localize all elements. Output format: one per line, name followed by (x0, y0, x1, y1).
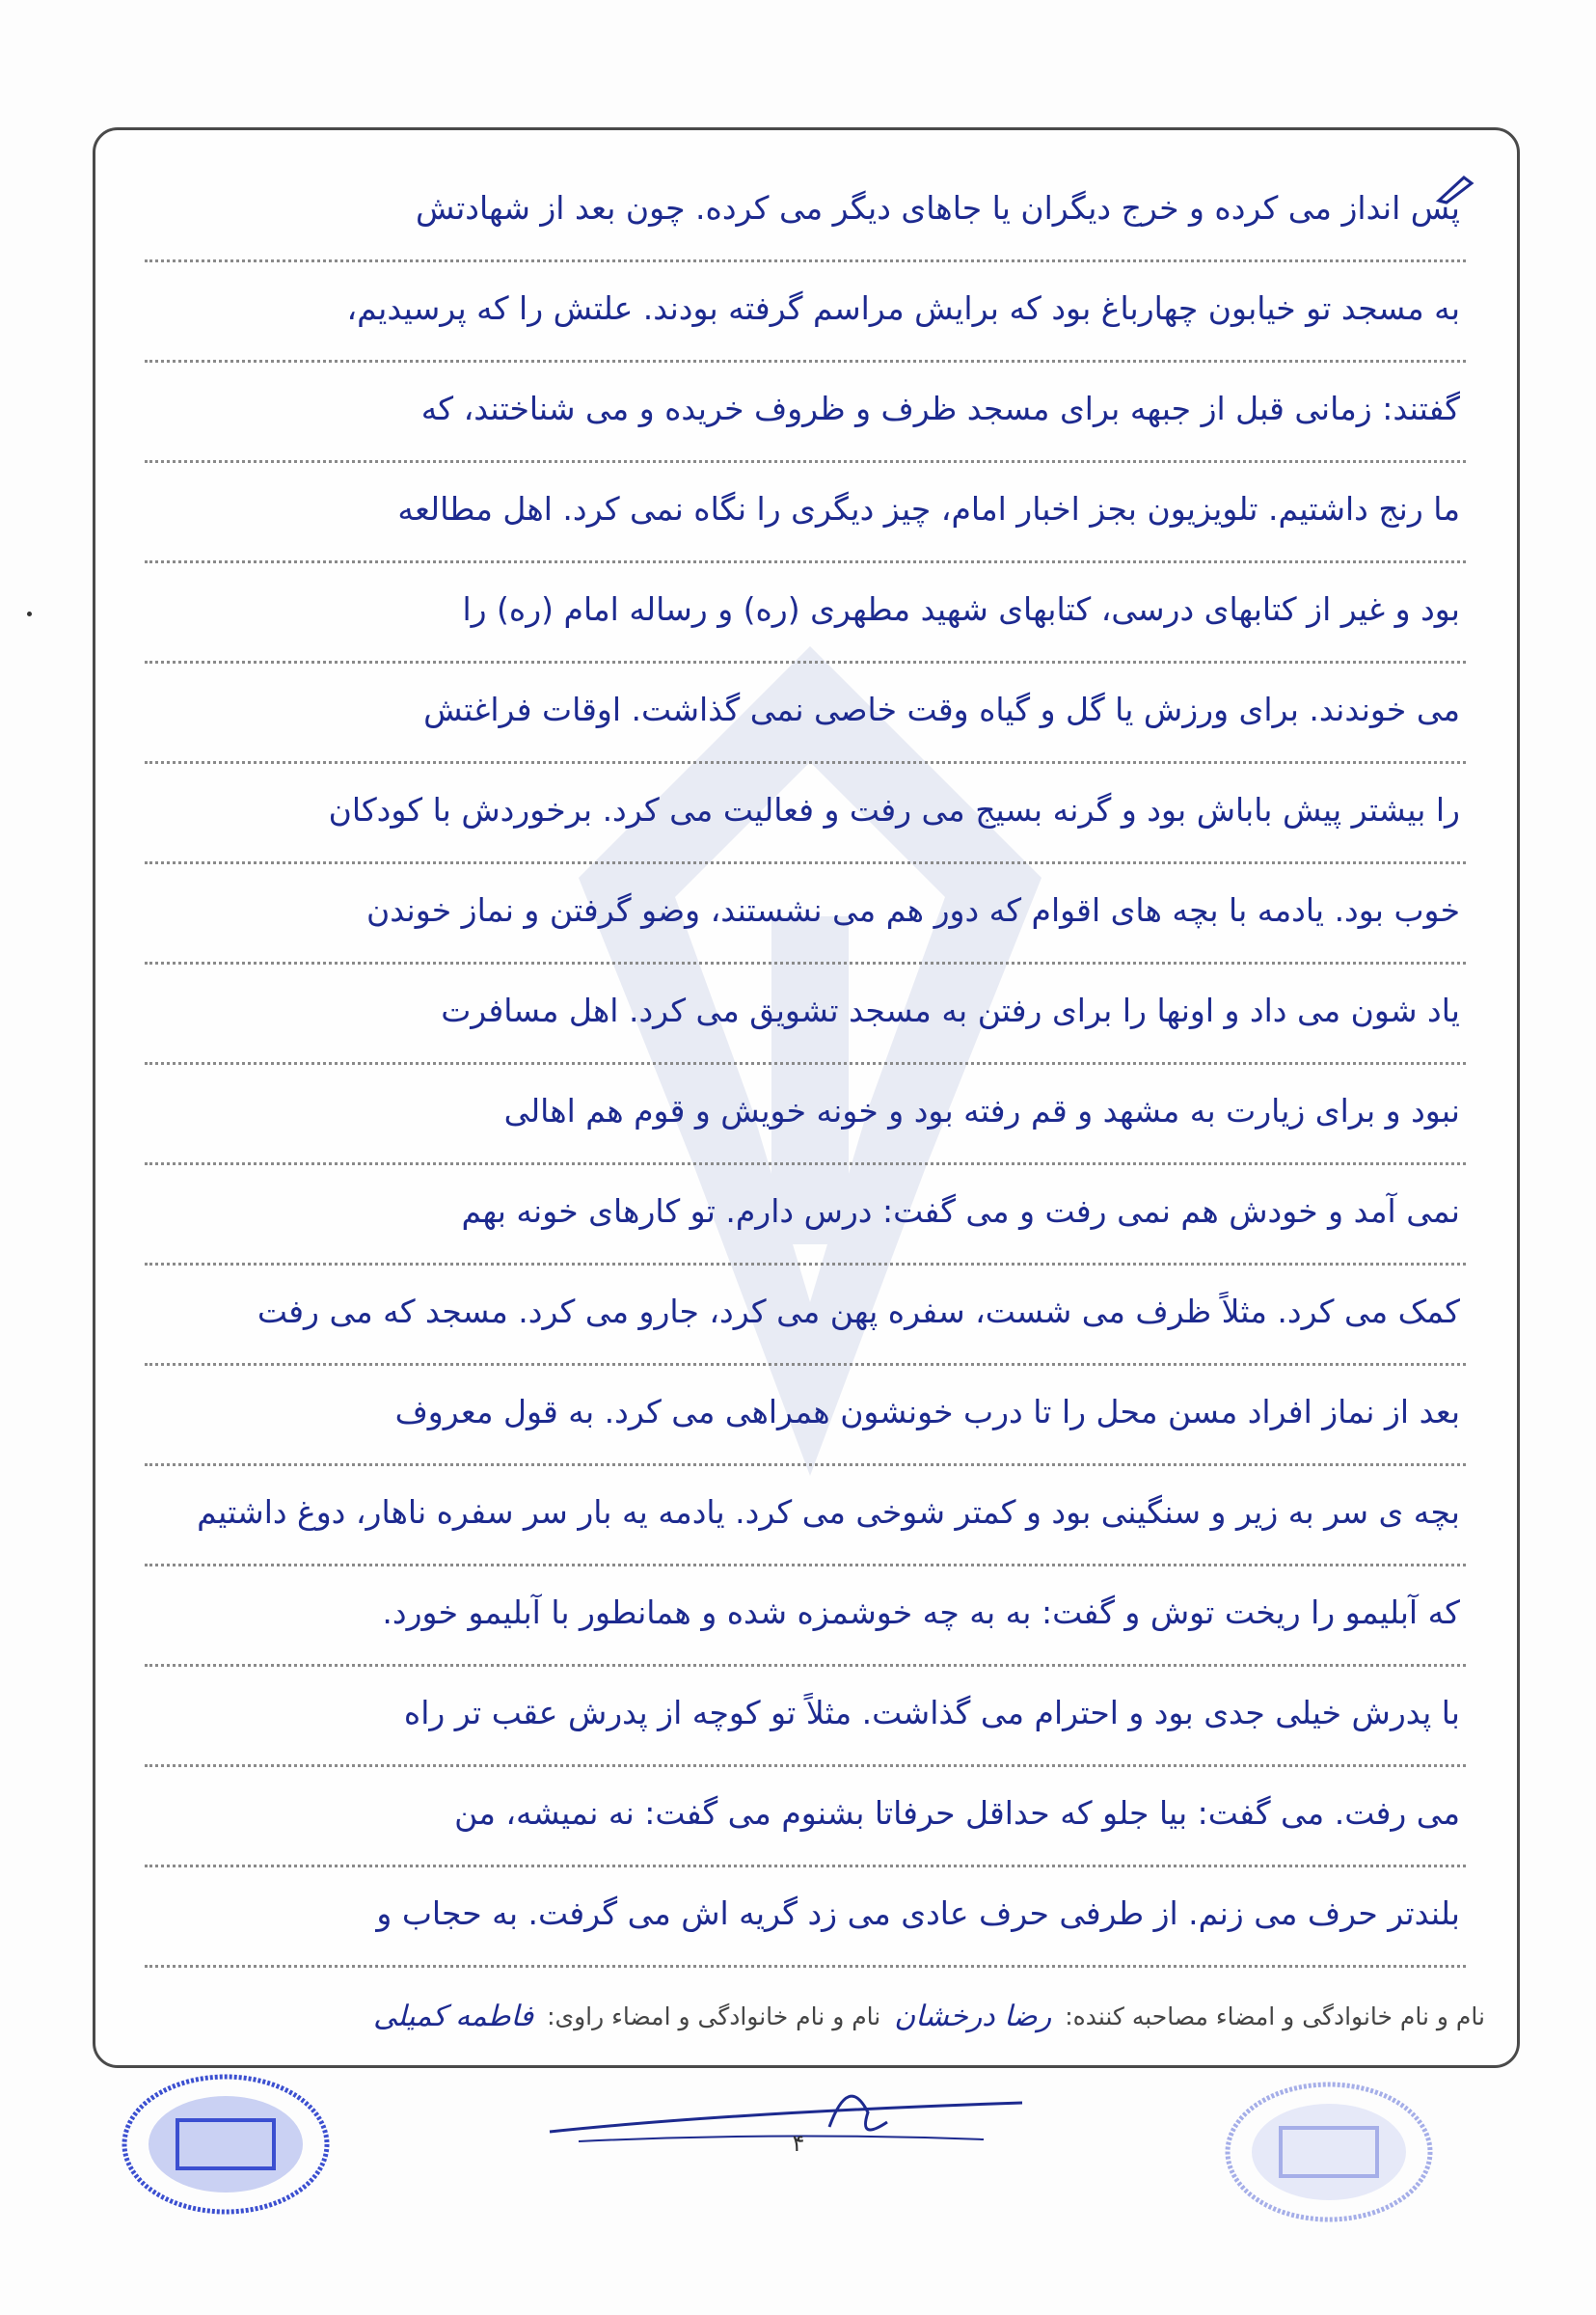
text-line: بلندتر حرف می زنم. از طرفی حرف عادی می زد گریه اش می گرفت. به حجاب و (145, 1867, 1466, 1968)
narrator-signature: فاطمه کمیلی (373, 1999, 534, 2033)
text-line: گفتند: زمانی قبل از جبهه برای مسجد ظرف و ظروف خریده و می شناختند، که (145, 363, 1466, 463)
signature-footer (125, 1987, 1485, 2045)
text-line: بعد از نماز افراد مسن محل را تا درب خونشون همراهی می کرد. به قول معروف (145, 1366, 1466, 1466)
narrator-label: نام و نام خانوادگی و امضاء راوی: (547, 2002, 881, 2030)
text-line: نمی آمد و خودش هم نمی رفت و می گفت: درس دارم. تو کارهای خونه بهم (145, 1165, 1466, 1266)
interviewer-label: نام و نام خانوادگی و امضاء مصاحبه کننده: (1065, 2002, 1485, 2030)
text-line: به مسجد تو خیابون چهارباغ بود که برایش مراسم گرفته بودند. علتش را که پرسیدیم، (145, 262, 1466, 363)
page-number: ۴ (792, 2130, 805, 2157)
stamp-seal-left (120, 2072, 332, 2217)
text-line: بچه ی سر به زیر و سنگینی بود و کمتر شوخی می کرد. یادمه یه بار سر سفره ناهار، دوغ داشتیم (145, 1466, 1466, 1566)
stray-mark (27, 612, 32, 616)
text-line: را بیشتر پیش باباش بود و گرنه بسیج می رفت و فعالیت می کرد. برخوردش با کودکان (145, 764, 1466, 864)
text-line: بود و غیر از کتابهای درسی، کتابهای شهید مطهری (ره) و رساله امام (ره) را (145, 563, 1466, 664)
text-line: خوب بود. یادمه با بچه های اقوام که دور هم می نشستند، وضو گرفتن و نماز خوندن (145, 864, 1466, 965)
text-line: پس انداز می کرده و خرج دیگران یا جاهای دیگر می کرده. چون بعد از شهادتش (145, 162, 1466, 262)
interviewer-signature: رضا درخشان (894, 1999, 1052, 2033)
text-line: ما رنج داشتیم. تلویزیون بجز اخبار امام، چیز دیگری را نگاه نمی کرد. اهل مطالعه (145, 463, 1466, 563)
text-line: می رفت. می گفت: بیا جلو که حداقل حرفاتا بشنوم می گفت: نه نمیشه، من (145, 1767, 1466, 1867)
text-line: با پدرش خیلی جدی بود و احترام می گذاشت. مثلاً تو کوچه از پدرش عقب تر راه (145, 1667, 1466, 1767)
text-line: نبود و برای زیارت به مشهد و قم رفته بود و خونه خویش و قوم هم اهالی (145, 1065, 1466, 1165)
text-line: می خوندند. برای ورزش یا گل و گیاه وقت خاصی نمی گذاشت. اوقات فراغتش (145, 664, 1466, 764)
handwritten-text-lines (145, 162, 1466, 1968)
text-line: یاد شون می داد و اونها را برای رفتن به مسجد تشویق می کرد. اهل مسافرت (145, 965, 1466, 1065)
text-line: که آبلیمو را ریخت توش و گفت: به به چه خوشمزه شده و همانطور با آبلیمو خورد. (145, 1566, 1466, 1667)
text-line: کمک می کرد. مثلاً ظرف می شست، سفره پهن می کرد، جارو می کرد. مسجد که می رفت (145, 1266, 1466, 1366)
stamp-seal-right (1223, 2080, 1435, 2224)
